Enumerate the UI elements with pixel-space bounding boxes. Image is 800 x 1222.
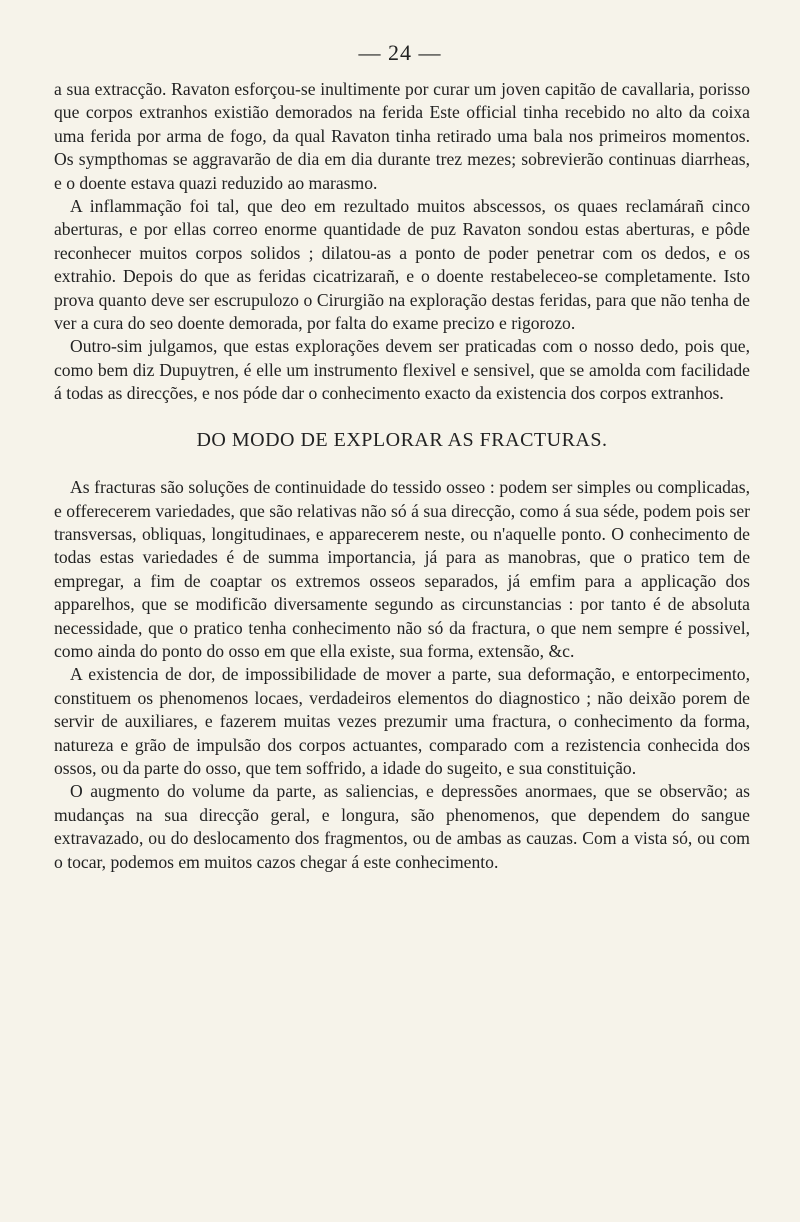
- paragraph: a sua extracção. Ravaton esforçou-se inultimente por curar um joven capitão de cavallaria, porisso que corpos extranhos existião demorados na ferida Este official tinha recebido no alto da coixa uma ferida por arma de fogo, da qual Ravaton tinha retirado uma bala nos primeiros momentos. Os sympthomas se aggravarão de dia em dia durante trez mezes; sobrevierão continuas diarrheas, e o doente estava quazi reduzido ao marasmo.: [54, 79, 750, 193]
- paragraph: A existencia de dor, de impossibilidade de mover a parte, sua deformação, e entorpecimento, constituem os phenomenos locaes, verdadeiros elementos do diagnostico ; não deixão porem de servir de auxiliares, e fazerem muitas vezes prezumir uma fractura, o conhecimento da forma, natureza e grão de impulsão dos corpos actuantes, comparado com a rezistencia conhecida dos ossos, ou da parte do osso, que tem soffrido, a idade do sugeito, e sua constituição.: [54, 664, 750, 778]
- paragraph: Outro-sim julgamos, que estas explorações devem ser praticadas com o nosso dedo, pois que, como bem diz Dupuytren, é elle um instrumento flexivel e sensivel, que se amolda com facilidade á todas as direcções, e nos póde dar o conhecimento exacto da existencia dos corpos extranhos.: [54, 336, 750, 404]
- section-heading: DO MODO DE EXPLORAR AS FRACTURAS.: [196, 428, 608, 451]
- body-text: [54, 78, 750, 874]
- page-number: — 24 —: [358, 40, 442, 65]
- paragraph: As fracturas são soluções de continuidade do tessido osseo : podem ser simples ou complicadas, e offerecerem variedades, que são relativas não só á sua direcção, como á sua séde, podem pois ser transversas, obliquas, longitudinaes, e apparecerem neste, ou n'aquelle ponto. O conhecimento de todas estas variedades é de summa importancia, já para as manobras, que o pratico tem de empregar, a fim de coaptar os extremos osseos separados, já emfim para a applicação dos apparelhos, que se modificão diversamente segundo as circunstancias : por tanto é de absoluta necessidade, que o pratico tenha conhecimento não só da fractura, o que nem sempre é possivel, como ainda do ponto do osso em que ella existe, sua forma, extensão, &c.: [54, 477, 750, 661]
- paragraph: O augmento do volume da parte, as saliencias, e depressões anormaes, que se observão; as mudanças na sua direcção geral, e longura, são phenomenos, que dependem do sangue extravazado, ou do deslocamento dos fragmentos, ou de ambas as cauzas. Com a vista só, ou com o tocar, podemos em muitos cazos chegar á este conhecimento.: [54, 781, 750, 872]
- paragraph: A inflammação foi tal, que deo em rezultado muitos abscessos, os quaes reclamárañ cinco aberturas, e por ellas correo enorme quantidade de puz Ravaton sondou estas aberturas, e pôde reconhecer muitos corpos solidos ; dilatou-as a ponto de poder penetrar com os dedos, e os extrahio. Depois do que as feridas cicatrizarañ, e o doente restabeleceo-se completamente. Isto prova quanto deve ser escrupulozo o Cirurgião na exploração destas feridas, para que não tenha de ver a cura do seo doente demorada, por falta do exame precizo e rigorozo.: [54, 196, 750, 334]
